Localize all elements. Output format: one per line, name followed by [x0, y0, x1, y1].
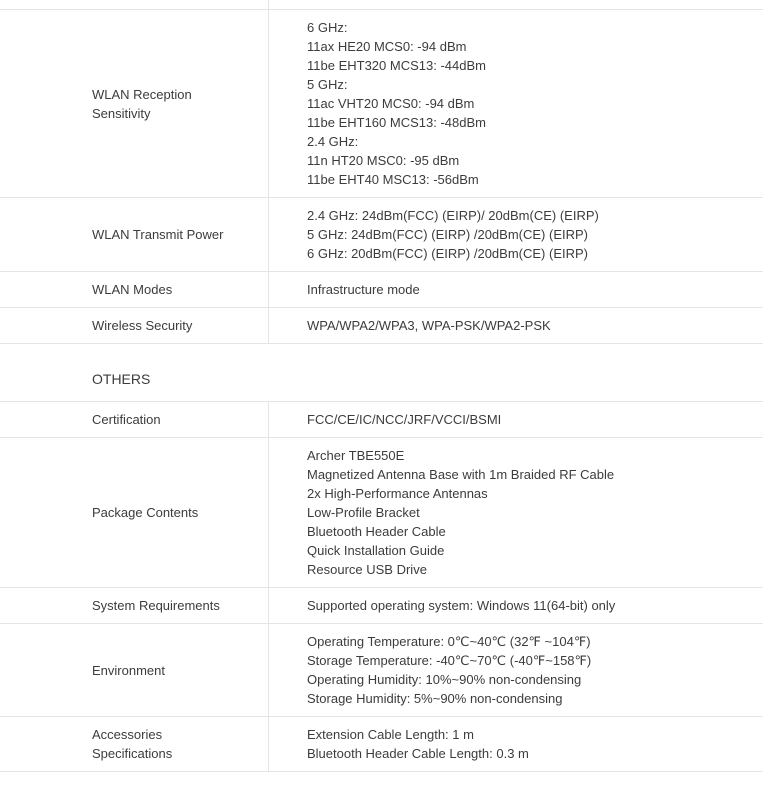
- spec-value-line: Extension Cable Length: 1 m: [307, 727, 474, 742]
- spec-value-line: Operating Humidity: 10%~90% non-condensing: [307, 672, 582, 687]
- spec-value-cell: [269, 717, 763, 771]
- spec-value-cell: [269, 624, 763, 716]
- spec-label: Accessories Specifications: [92, 727, 173, 761]
- spec-label-cell: [0, 624, 269, 716]
- spec-row-wireless-security: [0, 308, 763, 344]
- spec-label: Certification: [92, 412, 161, 427]
- spec-label: Environment: [92, 662, 165, 678]
- table-top-remnant-row: [0, 0, 763, 10]
- spec-value-line: Bluetooth Header Cable Length: 0.3 m: [307, 746, 529, 761]
- spec-value-line: Low-Profile Bracket: [307, 505, 420, 520]
- spec-label-cell: [0, 10, 269, 197]
- spec-label-cell: [0, 308, 269, 343]
- spec-value-line: Bluetooth Header Cable: [307, 524, 446, 539]
- spec-label-cell: [0, 272, 269, 307]
- spec-value-cell: [269, 402, 763, 437]
- spec-value-line: 5 GHz:: [307, 77, 348, 92]
- spec-value-line: Magnetized Antenna Base with 1m Braided RF Cable: [307, 467, 615, 482]
- spec-value-line: FCC/CE/IC/NCC/JRF/VCCI/BSMI: [307, 412, 502, 427]
- spec-label-cell: [0, 438, 269, 587]
- spec-label-cell: [0, 717, 269, 771]
- spec-row-certification: [0, 402, 763, 438]
- spec-value-line: WPA/WPA2/WPA3, WPA-PSK/WPA2-PSK: [307, 318, 551, 333]
- spec-value-line: 2x High-Performance Antennas: [307, 486, 488, 501]
- spec-value-line: Archer TBE550E: [307, 448, 405, 463]
- spec-value-line: Quick Installation Guide: [307, 543, 445, 558]
- spec-value-line: Storage Humidity: 5%~90% non-condensing: [307, 691, 563, 706]
- spec-value-cell: [269, 308, 763, 343]
- spec-row-wlan-modes: [0, 272, 763, 308]
- spec-value-line: Operating Temperature: 0℃~40℃ (32℉ ~104℉): [307, 634, 591, 649]
- spec-value-cell: [269, 588, 763, 623]
- spec-value-cell: [269, 272, 763, 307]
- spec-label: WLAN Modes: [92, 282, 173, 297]
- spec-value-line: 6 GHz: 20dBm(FCC) (EIRP) /20dBm(CE) (EIRP): [307, 246, 588, 261]
- spec-label-cell: [0, 402, 269, 437]
- spec-label-cell: [0, 198, 269, 271]
- spec-value-line: Infrastructure mode: [307, 282, 420, 297]
- spec-value-line: 11be EHT160 MCS13: -48dBm: [307, 115, 486, 130]
- spec-value-cell: [269, 198, 763, 271]
- spec-value-line: Supported operating system: Windows 11(64-bit) only: [307, 598, 616, 613]
- spec-label-cell: [0, 588, 269, 623]
- spec-value-line: 11be EHT320 MCS13: -44dBm: [307, 58, 486, 73]
- spec-label: Package Contents: [92, 505, 199, 520]
- spec-value-cell: [269, 10, 763, 197]
- spec-label: Wireless Security: [92, 318, 193, 333]
- spec-label: WLAN Reception Sensitivity: [92, 86, 192, 121]
- spec-label: System Requirements: [92, 598, 220, 613]
- spec-value-line: 2.4 GHz:: [307, 134, 359, 149]
- section-header-others: OTHERS: [0, 344, 763, 402]
- spec-row-system-requirements: [0, 588, 763, 624]
- spec-value-line: 11be EHT40 MSC13: -56dBm: [307, 172, 479, 187]
- spec-row-package-contents: [0, 438, 763, 588]
- spec-value-line: 11n HT20 MSC0: -95 dBm: [307, 153, 460, 168]
- spec-row-wlan-reception-sensitivity: [0, 10, 763, 198]
- spec-value-line: 5 GHz: 24dBm(FCC) (EIRP) /20dBm(CE) (EIRP): [307, 227, 588, 242]
- spec-value-line: 6 GHz:: [307, 20, 348, 35]
- spec-value-line: 11ac VHT20 MCS0: -94 dBm: [307, 96, 475, 111]
- spec-value-line: Resource USB Drive: [307, 562, 427, 577]
- spec-value-cell: [269, 438, 763, 587]
- spec-value-line: 11ax HE20 MCS0: -94 dBm: [307, 39, 467, 54]
- spec-value-line: 2.4 GHz: 24dBm(FCC) (EIRP)/ 20dBm(CE) (EIRP): [307, 208, 599, 223]
- spec-row-environment: [0, 624, 763, 717]
- spec-row-wlan-transmit-power: [0, 198, 763, 272]
- spec-row-accessories-specifications: [0, 717, 763, 772]
- spec-value-line: Storage Temperature: -40℃~70℃ (-40℉~158℉): [307, 653, 592, 668]
- spec-label: WLAN Transmit Power: [92, 227, 224, 242]
